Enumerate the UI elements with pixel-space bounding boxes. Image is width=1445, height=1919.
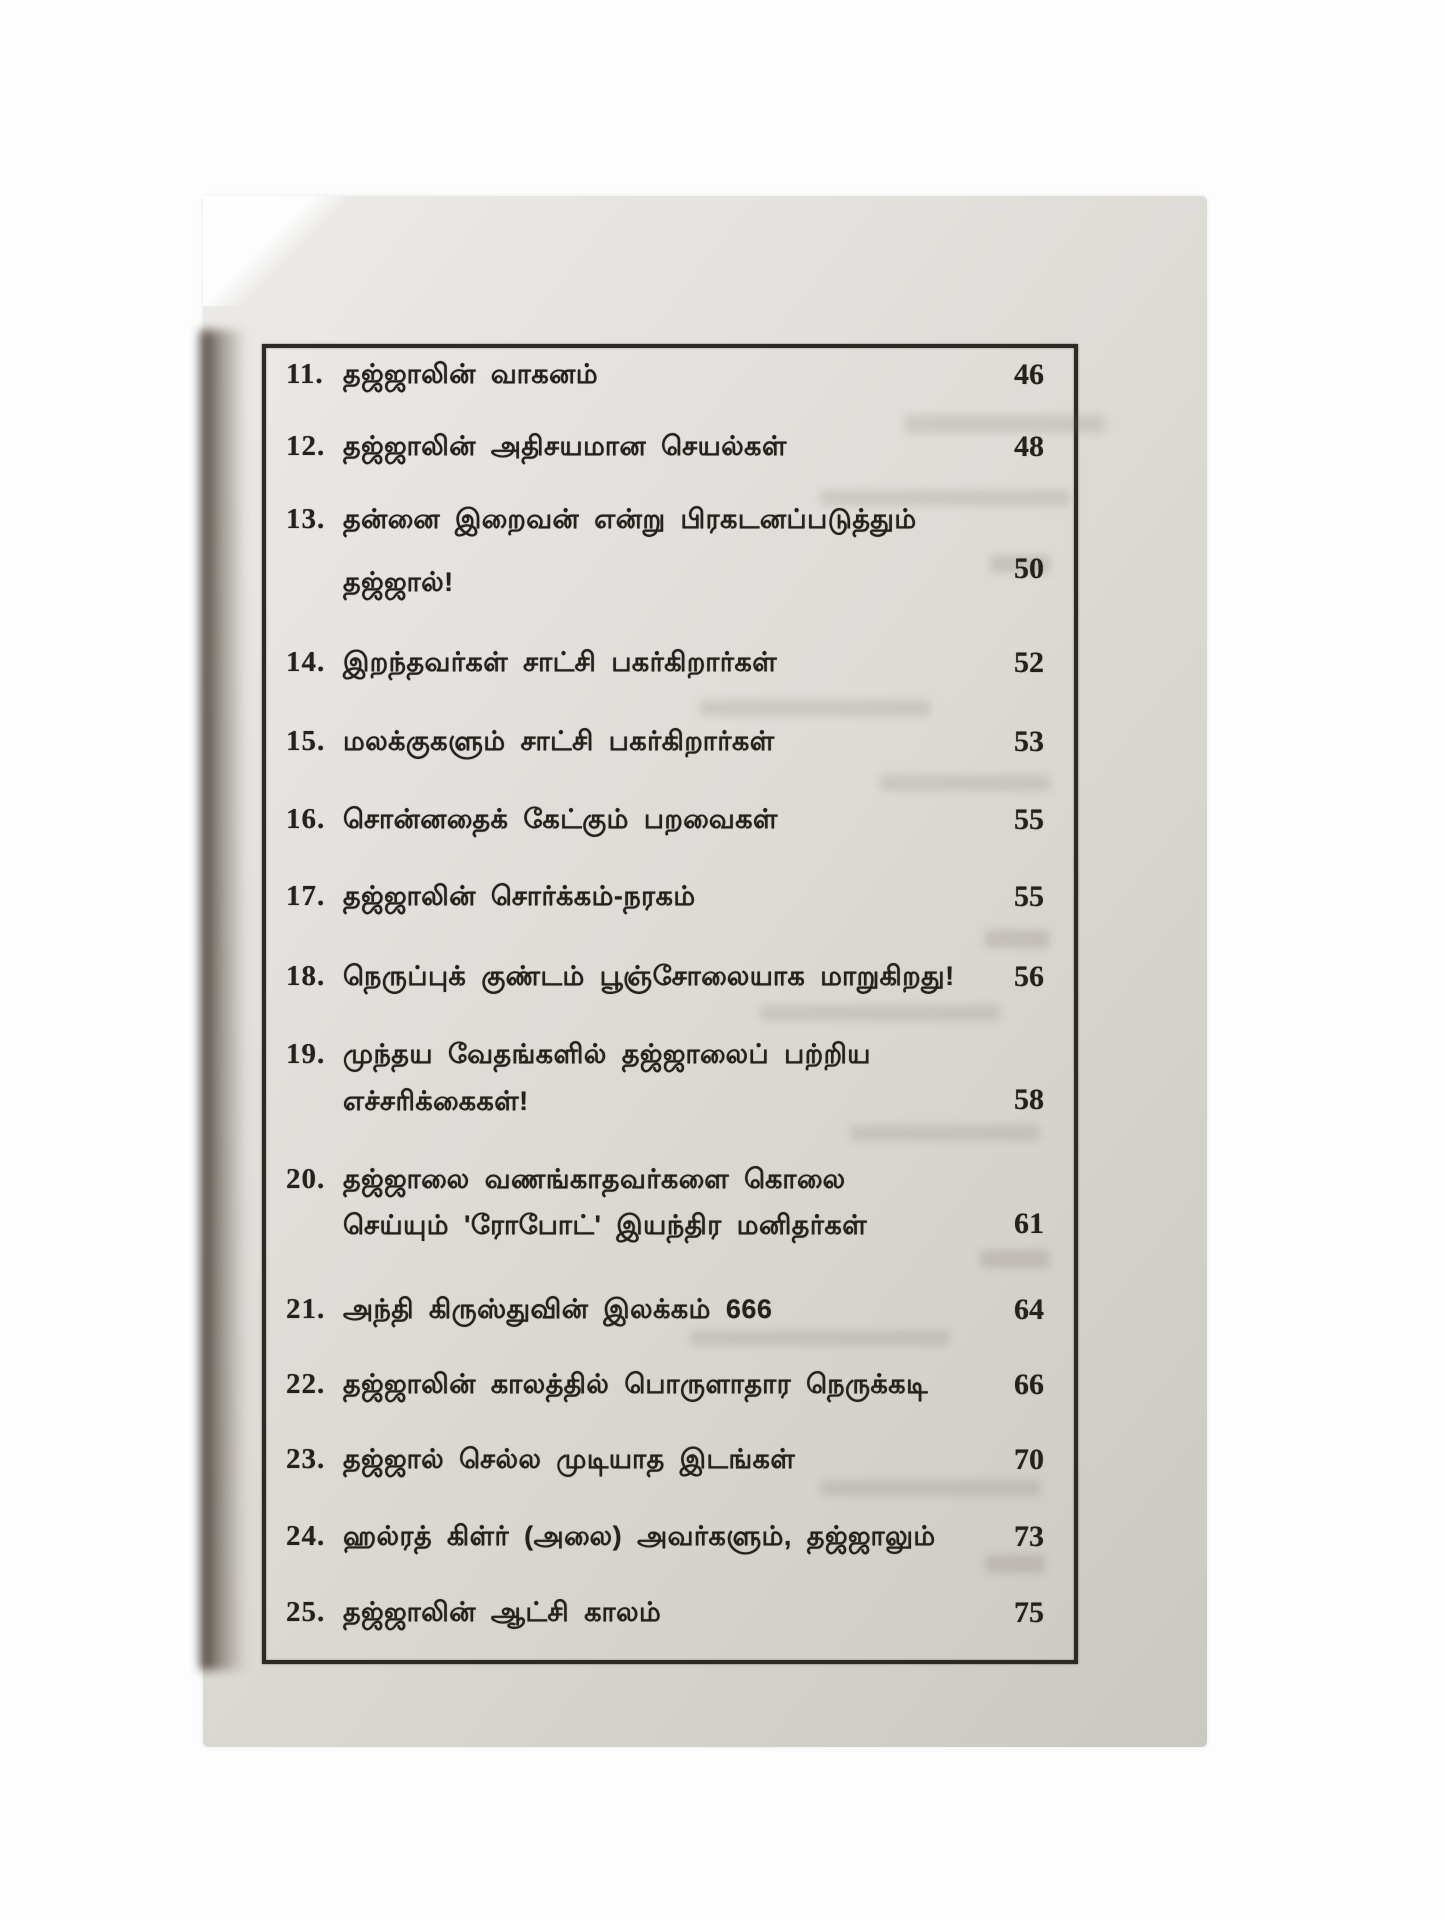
toc-entry: [286, 960, 955, 1000]
entry-number: 22.: [286, 1368, 326, 1400]
entry-title: நெருப்புக் குண்டம் பூஞ்சோலையாக மாறுகிறது!: [343, 961, 955, 991]
entry-number: 24.: [286, 1520, 326, 1552]
toc-entry: [286, 1596, 661, 1636]
entry-title: தஜ்ஜாலின் காலத்தில் பொருளாதார நெருக்கடி: [343, 1369, 929, 1399]
toc-entry: [286, 1293, 772, 1333]
toc-entry-continuation: [286, 1210, 867, 1250]
entry-title: இறந்தவர்கள் சாட்சி பகர்கிறார்கள்: [343, 647, 778, 677]
entry-page-number: 55: [1014, 803, 1044, 836]
entry-title: அந்தி கிருஸ்துவின் இலக்கம் 666: [343, 1294, 773, 1324]
entry-number: 20.: [286, 1163, 326, 1195]
bleedthrough-smudge: [850, 1125, 1040, 1141]
bleedthrough-smudge: [985, 1555, 1045, 1573]
entry-page-number: 55: [1014, 880, 1044, 913]
entry-number: 18.: [286, 960, 326, 992]
entry-title-line2: எச்சரிக்கைகள்!: [343, 1086, 529, 1116]
entry-title: தஜ்ஜால் செல்ல முடியாத இடங்கள்: [343, 1444, 796, 1474]
toc-entry: [286, 880, 696, 920]
entry-page-number: 70: [1014, 1443, 1044, 1476]
entry-number: 21.: [286, 1293, 326, 1325]
entry-title: தஜ்ஜாலின் அதிசயமான செயல்கள்: [343, 431, 787, 461]
page-corner-curl: [203, 196, 353, 306]
toc-entry: [286, 1038, 871, 1078]
toc-entry: [286, 1163, 846, 1203]
entry-page-number: 46: [1014, 358, 1044, 391]
bleedthrough-smudge: [980, 1250, 1050, 1268]
bleedthrough-smudge: [820, 1480, 1040, 1496]
entry-page-number: 64: [1014, 1293, 1044, 1326]
entry-page-number: 48: [1014, 430, 1044, 463]
entry-title: ஹல்ரத் கிள்ர் (அலை) அவர்களும், தஜ்ஜாலும்: [343, 1521, 936, 1551]
toc-entry: [286, 430, 787, 470]
entry-page-number: 66: [1014, 1368, 1044, 1401]
entry-title: தஜ்ஜாலின் வாகனம்: [343, 359, 599, 389]
entry-title-line2: செய்யும் 'ரோபோட்' இயந்திர மனிதர்கள்: [343, 1210, 868, 1240]
entry-page-number: 61: [1014, 1207, 1044, 1240]
entry-number: 23.: [286, 1443, 326, 1475]
toc-entry: [286, 646, 777, 686]
toc-entry: [286, 503, 917, 543]
entry-number: 15.: [286, 725, 326, 757]
entry-number: 11.: [286, 358, 324, 390]
entry-number: 14.: [286, 646, 326, 678]
entry-title: முந்தய வேதங்களில் தஜ்ஜாலைப் பற்றிய: [343, 1039, 871, 1069]
entry-number: 17.: [286, 880, 326, 912]
toc-entry: [286, 1443, 795, 1483]
entry-title: மலக்குகளும் சாட்சி பகர்கிறார்கள்: [343, 726, 775, 756]
entry-page-number: 75: [1014, 1596, 1044, 1629]
entry-page-number: 58: [1014, 1083, 1044, 1116]
entry-page-number: 73: [1014, 1520, 1044, 1553]
toc-entry: [286, 358, 598, 398]
bleedthrough-smudge: [760, 1005, 1000, 1021]
toc-entry: [286, 725, 775, 765]
entry-page-number: 50: [1014, 552, 1044, 585]
entry-number: 12.: [286, 430, 326, 462]
entry-page-number: 53: [1014, 725, 1044, 758]
entry-title: தஜ்ஜாலை வணங்காதவர்களை கொலை: [343, 1164, 846, 1194]
book-spine-shadow: [200, 330, 246, 1670]
toc-entry-continuation: [286, 1086, 529, 1126]
toc-entry: [286, 1368, 928, 1408]
entry-page-number: 52: [1014, 646, 1044, 679]
toc-entry: [286, 1520, 936, 1560]
toc-entry: [286, 803, 778, 843]
entry-page-number: 56: [1014, 960, 1044, 993]
toc-entry-continuation: [286, 567, 454, 607]
entry-number: 19.: [286, 1038, 326, 1070]
entry-title: தன்னை இறைவன் என்று பிரகடனப்படுத்தும்: [343, 504, 917, 534]
entry-number: 25.: [286, 1596, 326, 1628]
entry-number: 13.: [286, 503, 326, 535]
entry-title: சொன்னதைக் கேட்கும் பறவைகள்: [343, 804, 778, 834]
bleedthrough-smudge: [700, 700, 930, 716]
entry-title: தஜ்ஜாலின் ஆட்சி காலம்: [343, 1597, 662, 1627]
bleedthrough-smudge: [985, 930, 1050, 948]
entry-title: தஜ்ஜாலின் சொர்க்கம்-நரகம்: [343, 881, 696, 911]
entry-title-line2: தஜ்ஜால்!: [343, 567, 454, 597]
entry-number: 16.: [286, 803, 326, 835]
bleedthrough-smudge: [880, 775, 1050, 791]
